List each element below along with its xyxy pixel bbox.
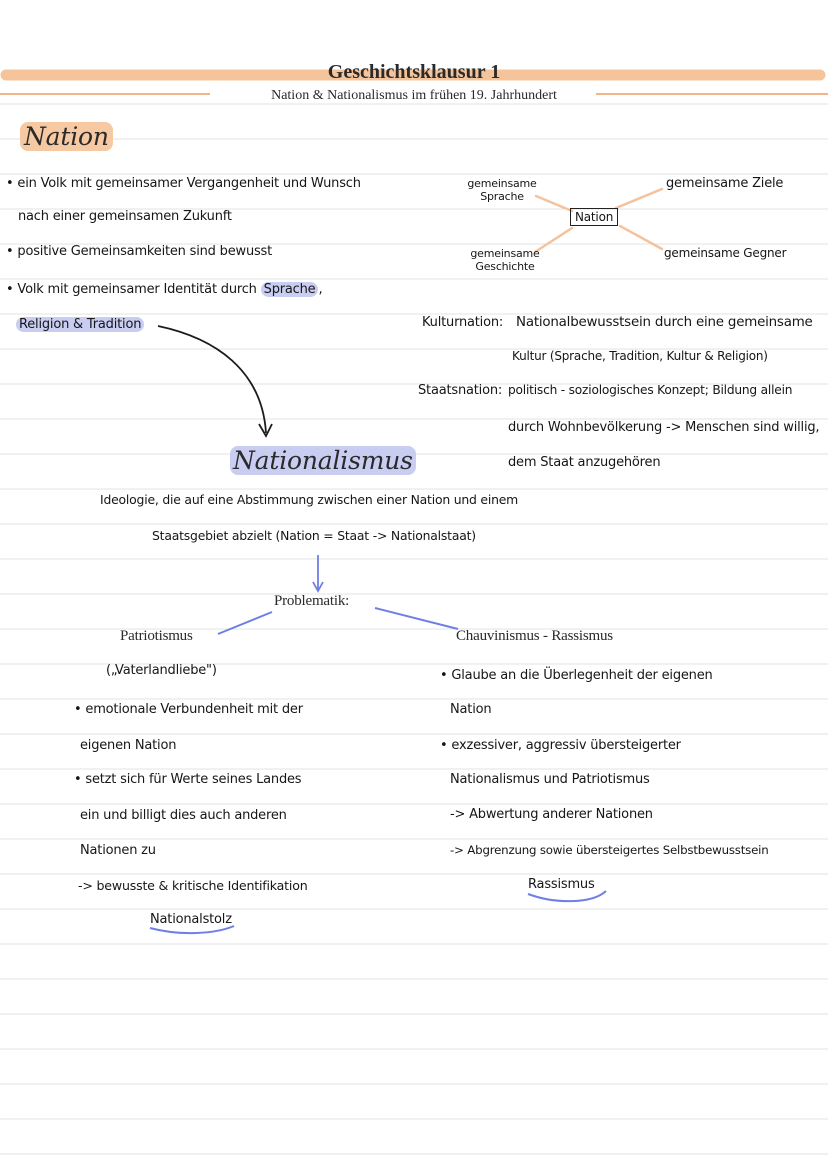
- kulturnation-line-1: Nationalbewusstsein durch eine gemeinsame: [516, 315, 813, 330]
- staatsnation-line-1: politisch - soziologisches Konzept; Bildung allein: [508, 383, 793, 397]
- nation-heading: Nation: [20, 122, 113, 151]
- patriotismus-line-1: • emotionale Verbundenheit mit der: [74, 702, 303, 717]
- patriotismus-line-3: • setzt sich für Werte seines Landes: [74, 772, 302, 787]
- nationalismus-line-2: Staatsgebiet abzielt (Nation = Staat -> Nationalstaat): [152, 528, 476, 543]
- nation-bullet-3-line-2: [16, 317, 144, 332]
- branch-line-left: [218, 612, 272, 634]
- mindmap-line-br: [620, 226, 662, 249]
- staatsnation-label: Staatsnation:: [418, 383, 503, 398]
- highlight-sprache: Sprache: [261, 282, 319, 297]
- chauvinismus-line-3: • exzessiver, aggressiv übersteigerter: [440, 738, 681, 753]
- patriotismus-line-2: eigenen Nation: [80, 738, 177, 753]
- curved-arrow-icon: [158, 326, 266, 433]
- mindmap-center-nation: Nation: [570, 208, 618, 226]
- nation-bullet-1-line-1: • ein Volk mit gemeinsamer Vergangenheit und Wunsch: [6, 176, 361, 191]
- nation-bullet-1-line-2: nach einer gemeinsamen Zukunft: [18, 209, 232, 224]
- page-title: Geschichtsklausur 1: [327, 61, 501, 83]
- patriotismus-line-4: ein und billigt dies auch anderen: [80, 808, 287, 823]
- patriotismus-sub: („Vaterlandliebe"): [106, 663, 217, 678]
- kulturnation-label: Kulturnation:: [422, 315, 504, 330]
- nation-bullet-3-line-1: • Volk mit gemeinsamer Identität durch Sprache ,: [6, 282, 323, 297]
- patriotismus-heading: Patriotismus: [120, 628, 193, 644]
- kulturnation-line-2: Kultur (Sprache, Tradition, Kultur & Religion): [512, 349, 768, 363]
- patriotismus-line-6: -> bewusste & kritische Identifikation: [78, 878, 308, 893]
- problematik-label: Problematik:: [274, 593, 350, 609]
- nationalismus-heading: Nationalismus: [230, 446, 416, 475]
- chauvinismus-line-4: Nationalismus und Patriotismus: [450, 772, 650, 787]
- mindmap-sprache: gemeinsame Sprache: [467, 177, 537, 203]
- highlight-religion-tradition: Religion & Tradition: [16, 317, 144, 332]
- nation-bullet-2: • positive Gemeinsamkeiten sind bewusst: [6, 244, 273, 259]
- mindmap-gegner: gemeinsame Gegner: [664, 246, 787, 260]
- staatsnation-line-3: dem Staat anzugehören: [508, 455, 661, 470]
- patriotismus-result: Nationalstolz: [150, 912, 232, 927]
- nationalstolz-underline: [150, 926, 234, 933]
- chauvinismus-line-1: • Glaube an die Überlegenheit der eigenen: [440, 668, 713, 683]
- chauvinismus-line-5: -> Abwertung anderer Nationen: [450, 807, 653, 822]
- branch-line-right: [375, 608, 458, 629]
- mindmap-geschichte: gemeinsame Geschichte: [470, 247, 540, 273]
- page-subtitle: Nation & Nationalismus im frühen 19. Jahrhundert: [267, 88, 561, 103]
- mindmap-line-tr: [616, 189, 662, 208]
- chauvinismus-line-2: Nation: [450, 702, 492, 717]
- patriotismus-line-5: Nationen zu: [80, 843, 156, 858]
- chauvinismus-heading: Chauvinismus - Rassismus: [456, 628, 613, 644]
- staatsnation-line-2: durch Wohnbevölkerung -> Menschen sind willig,: [508, 420, 820, 435]
- chauvinismus-result: Rassismus: [528, 877, 595, 892]
- rassismus-underline: [528, 891, 606, 901]
- chauvinismus-line-6: -> Abgrenzung sowie übersteigertes Selbstbewusstsein: [450, 843, 769, 857]
- mindmap-ziele: gemeinsame Ziele: [666, 176, 784, 191]
- nationalismus-line-1: Ideologie, die auf eine Abstimmung zwischen einer Nation und einem: [100, 492, 519, 507]
